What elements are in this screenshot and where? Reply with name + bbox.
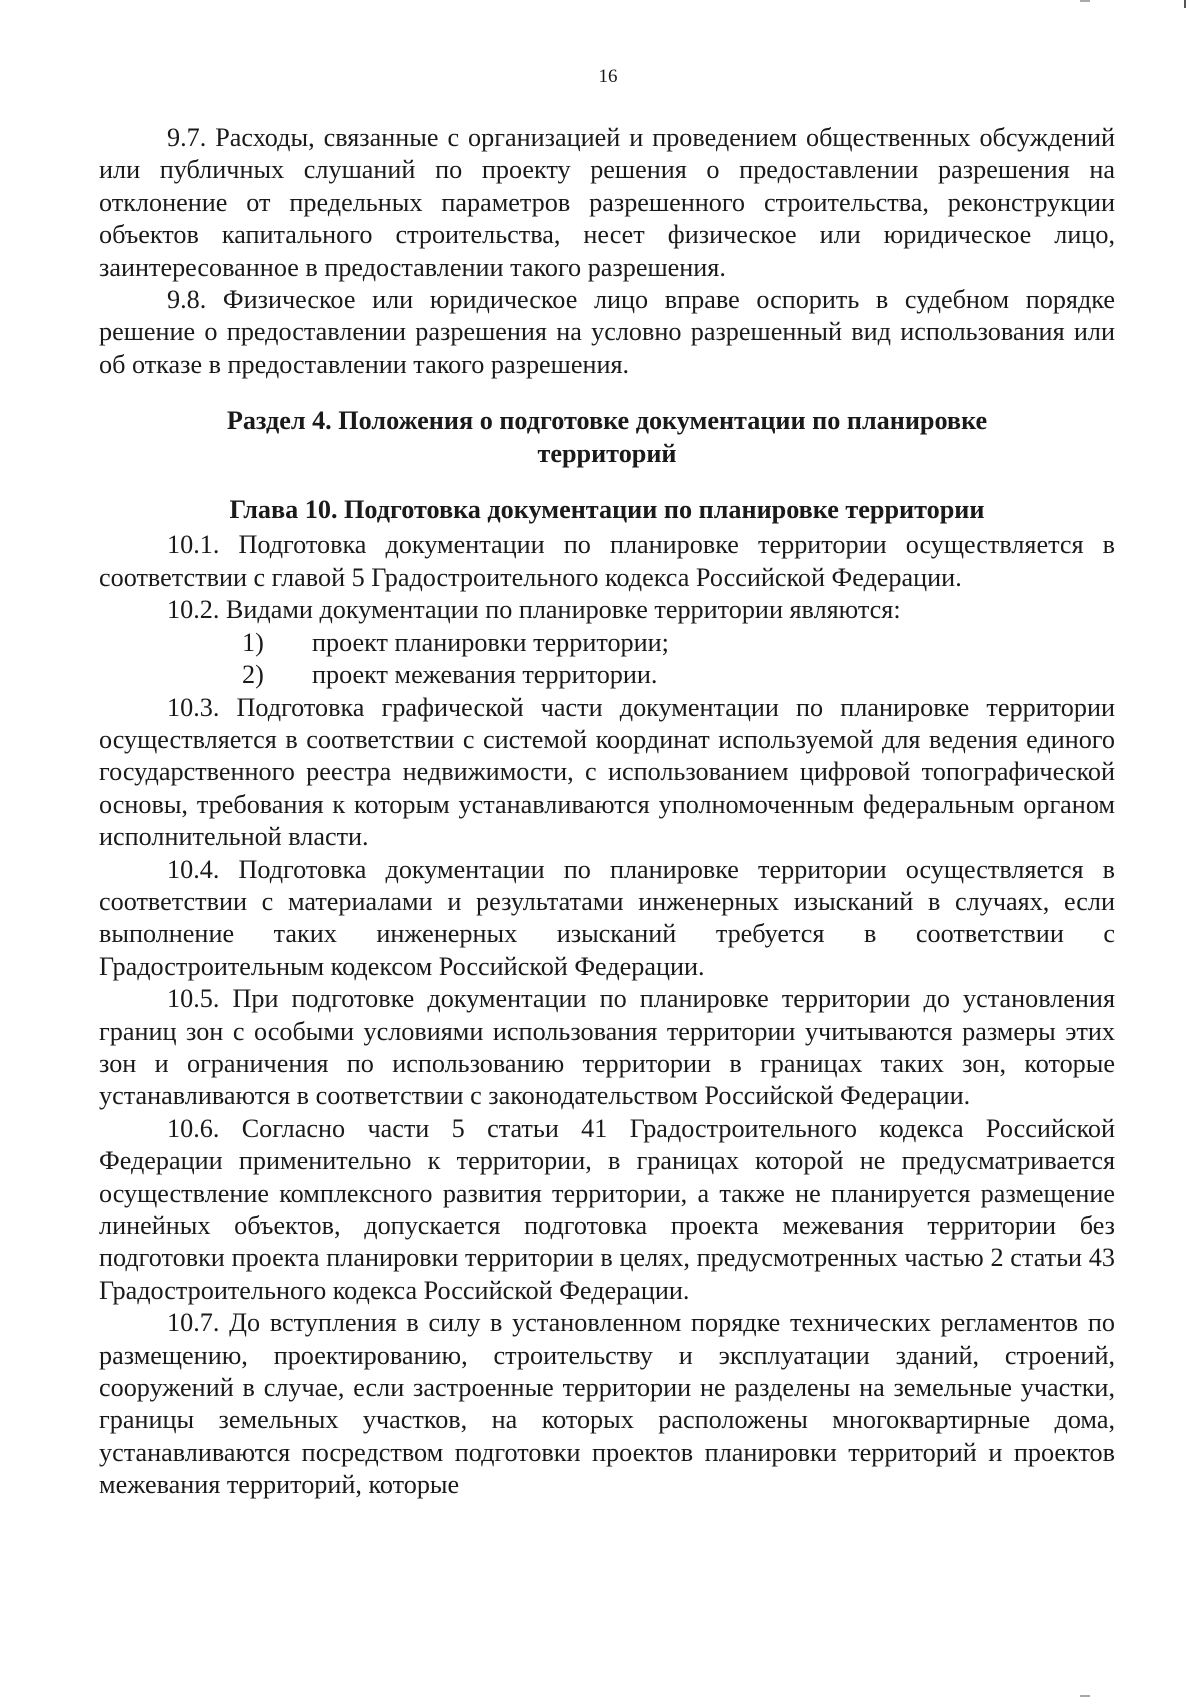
paragraph-10-3: 10.3. Подготовка графической части документации по планировке территории осуществляется в соответствии с системой координат используемой для ведения единого государственного реестра недвижимости, с использованием цифровой топографической основы, требования к которым устанавливаются уполномоченным федеральным органом исполнительной власти.: [99, 692, 1115, 852]
paragraph-10-6: 10.6. Согласно части 5 статьи 41 Градостроительного кодекса Российской Федерации применительно к территории, в границах которой не предусматривается осуществление комплексного развития территории, а также не планируется размещение линейных объектов, допускается подготовка проекта межевания территории без подготовки проекта планировки территории в целях, предусмотренных частью 2 статьи 43 Градостроительного кодекса Российской Федерации.: [99, 1113, 1115, 1305]
paragraph-10-7: 10.7. До вступления в силу в установленном порядке технических регламентов по размещению, проектированию, строительству и эксплуатации зданий, строений, сооружений в случае, если застроенные территории не разделены на земельные участки, границы земельных участков, на которых расположены многоквартирные дома, устанавливаются посредством подготовки проектов планировки территорий и проектов межевания территорий, которые: [99, 1308, 1115, 1500]
section-heading: Раздел 4. Положения о подготовке документации по планировке территорий: [226, 406, 988, 468]
paragraph-9-8: 9.8. Физическое или юридическое лицо вправе оспорить в судебном порядке решение о предоставлении разрешения на условно разрешенный вид использования или об отказе в предоставлении такого разрешения.: [99, 285, 1115, 379]
list-item-text: проект межевания территории.: [312, 660, 658, 690]
list-item: [99, 659, 1115, 691]
paragraph-10-4: 10.4. Подготовка документации по планировке территории осуществляется в соответствии с материалами и результатами инженерных изысканий в случаях, если выполнение таких инженерных изысканий требуется в соответствии с Градостроительным кодексом Российской Федерации.: [99, 854, 1115, 981]
paragraph-9-7: 9.7. Расходы, связанные с организацией и проведением общественных обсуждений или публичных слушаний по проекту решения о предоставлении разрешения на отклонение от предельных параметров разрешенного строительства, реконструкции объектов капитального строительства, несет физическое или юридическое лицо, заинтересованное в предоставлении такого разрешения.: [99, 123, 1115, 282]
document-body: [99, 122, 1115, 1502]
list-item: [99, 627, 1115, 659]
list-item-text: проект планировки территории;: [312, 627, 669, 657]
list-item-number: 1): [242, 627, 264, 657]
paragraph-10-1: 10.1. Подготовка документации по планировке территории осуществляется в соответствии с главой 5 Градостроительного кодекса Российской Федерации.: [99, 530, 1115, 592]
page-number: 16: [598, 66, 618, 87]
scan-artifact: [1080, 0, 1090, 2]
paragraph-10-2: 10.2. Видами документации по планировке территории являются:: [167, 595, 901, 625]
scan-artifact: [1184, 0, 1186, 8]
chapter-heading: Глава 10. Подготовка документации по планировке территории: [229, 495, 985, 525]
list-item-number: 2): [242, 660, 264, 690]
paragraph-10-5: 10.5. При подготовке документации по планировке территории до установления границ зон с особыми условиями использования территории учитываются размеры этих зон и ограничения по использованию территории в границах таких зон, которые устанавливаются в соответствии с законодательством Российской Федерации.: [99, 984, 1115, 1111]
